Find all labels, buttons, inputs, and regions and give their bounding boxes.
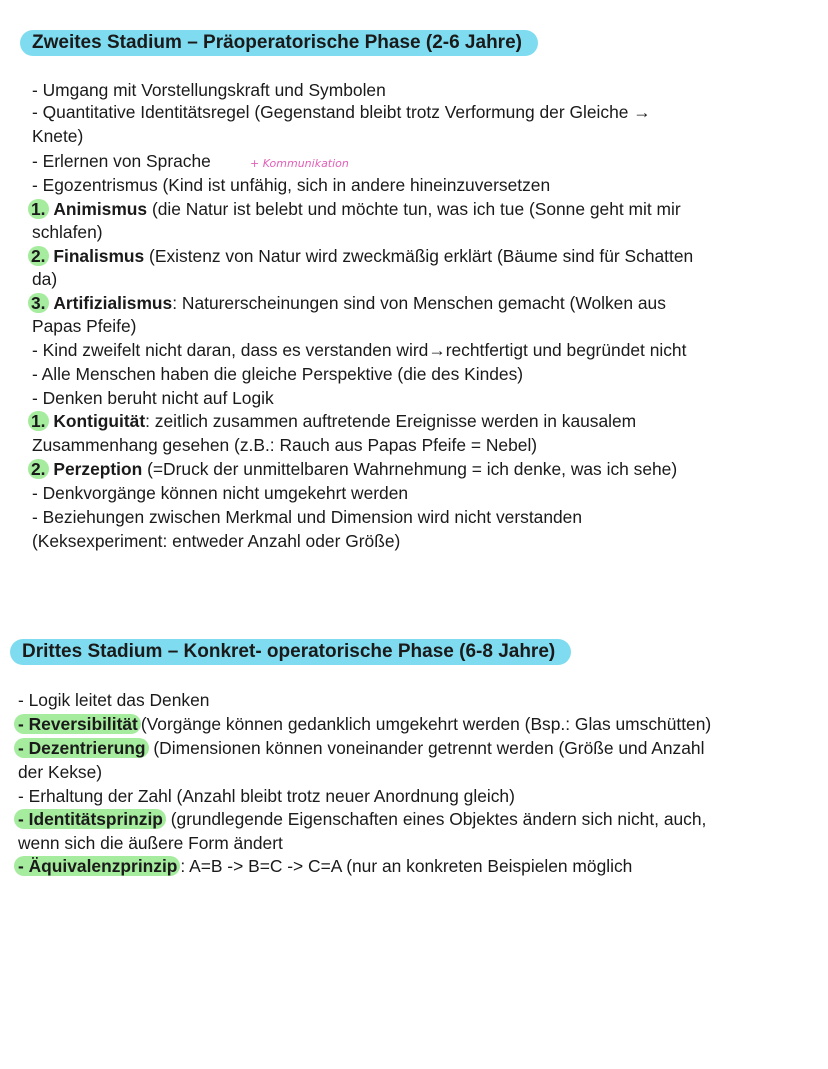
text-line: - Denken beruht nicht auf Logik xyxy=(32,388,274,408)
text-line: - Alle Menschen haben die gleiche Perspektive (die des Kindes) xyxy=(32,364,524,384)
term-kontiguitaet: Kontiguität xyxy=(53,411,146,431)
term-highlight: - Dezentrierung xyxy=(14,738,149,758)
text-line: - Kind zweifelt nicht daran, dass es verstanden wird→rechtfertigt und begründet nicht xyxy=(32,340,687,360)
text-line: da) xyxy=(32,269,58,289)
list-item-artifizialismus xyxy=(32,292,666,314)
number-highlight: 1. xyxy=(28,411,49,431)
section-heading-stage-3: Drittes Stadium – Konkret- operatorische Phase (6-8 Jahre) xyxy=(10,639,571,665)
text-line: - Erlernen von Sprache xyxy=(32,151,211,171)
text-line: : zeitlich zusammen auftretende Ereignisse werden in kausalem xyxy=(145,411,637,431)
number-highlight: 2. xyxy=(28,459,49,479)
text-line: (die Natur ist belebt und möchte tun, was ich tue (Sonne geht mit mir xyxy=(151,199,681,219)
text-line: - Logik leitet das Denken xyxy=(18,690,210,710)
text-line: (Vorgänge können gedanklich umgekehrt werden (Bsp.: Glas umschütten) xyxy=(140,714,712,734)
section-heading-stage-2: Zweites Stadium – Präoperatorische Phase (2-6 Jahre) xyxy=(20,30,538,56)
number-highlight: 2. xyxy=(28,246,49,266)
text-line: (grundlegende Eigenschaften eines Objektes ändern sich nicht, auch, xyxy=(170,809,707,829)
term-highlight: - Reversibilität xyxy=(14,714,141,734)
text-line: : Naturerscheinungen sind von Menschen gemacht (Wolken aus xyxy=(172,293,666,313)
text-line: (Existenz von Natur wird zweckmäßig erklärt (Bäume sind für Schatten xyxy=(149,246,694,266)
list-item-perzeption xyxy=(32,458,677,480)
list-item-reversibilitaet xyxy=(18,713,711,735)
text-line: (=Druck der unmittelbaren Wahrnehmung = ich denke, was ich sehe) xyxy=(147,459,678,479)
list-item-finalismus xyxy=(32,245,693,267)
term-perzeption: Perzeption xyxy=(53,459,143,479)
text-line: schlafen) xyxy=(32,222,103,242)
text-line: der Kekse) xyxy=(18,762,103,782)
list-item-identitaetsprinzip xyxy=(18,808,706,830)
text-line: Papas Pfeife) xyxy=(32,316,137,336)
term-artifizialismus: Artifizialismus xyxy=(53,293,173,313)
text-line: (Dimensionen können voneinander getrennt werden (Größe und Anzahl xyxy=(153,738,705,758)
term-finalismus: Finalismus xyxy=(53,246,145,266)
term-highlight: - Identitätsprinzip xyxy=(14,809,166,829)
number-highlight: 1. xyxy=(28,199,49,219)
text-line: - Egozentrismus (Kind ist unfähig, sich in andere hineinzuversetzen xyxy=(32,175,551,195)
text-line: - Denkvorgänge können nicht umgekehrt werden xyxy=(32,483,409,503)
text-line: Knete) xyxy=(32,126,84,146)
term-highlight: - Äquivalenzprinzip xyxy=(14,856,180,876)
term-animismus: Animismus xyxy=(53,199,148,219)
list-item-kontiguitaet xyxy=(32,410,636,432)
list-item-aequivalenzprinzip xyxy=(18,855,632,877)
number-highlight: 3. xyxy=(28,293,49,313)
list-item-dezentrierung xyxy=(18,737,704,759)
text-line: (Keksexperiment: entweder Anzahl oder Größe) xyxy=(32,531,401,551)
text-line: - Beziehungen zwischen Merkmal und Dimension wird nicht verstanden xyxy=(32,507,583,527)
text-line: - Umgang mit Vorstellungskraft und Symbolen xyxy=(32,80,386,100)
text-line: wenn sich die äußere Form ändert xyxy=(18,833,283,853)
handwritten-note: + Kommunikation xyxy=(250,157,349,170)
text-line: - Quantitative Identitätsregel (Gegenstand bleibt trotz Verformung der Gleiche → xyxy=(32,102,651,122)
text-line: Zusammenhang gesehen (z.B.: Rauch aus Papas Pfeife = Nebel) xyxy=(32,435,538,455)
text-line: : A=B -> B=C -> C=A (nur an konkreten Beispielen möglich xyxy=(180,856,633,876)
list-item-animismus xyxy=(32,198,681,220)
text-line: - Erhaltung der Zahl (Anzahl bleibt trotz neuer Anordnung gleich) xyxy=(18,786,515,806)
